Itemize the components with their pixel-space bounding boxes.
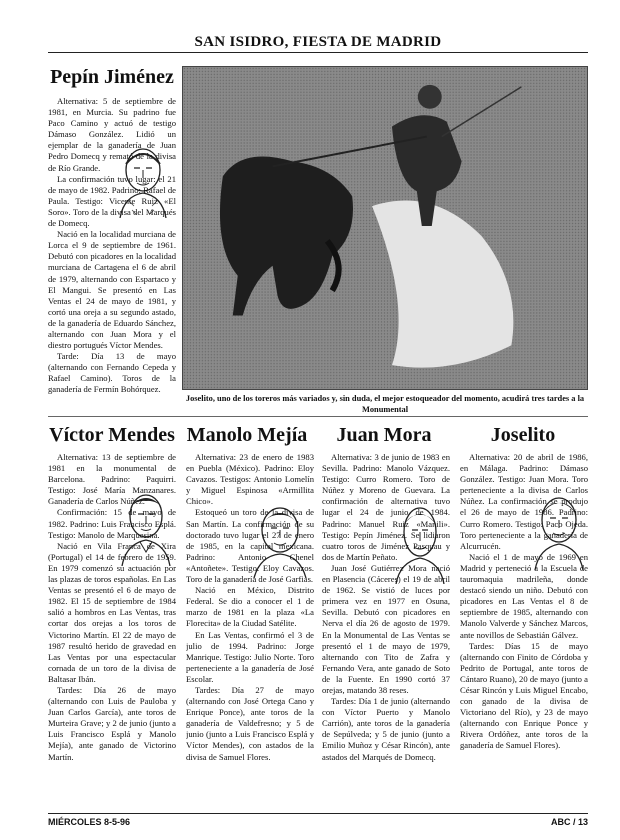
bio-paragraph: Nació el 1 de mayo de 1969 en Madrid y perteneció a la Escuela de tauromaquia madrileña, donde destacó siendo un niño. Debutó con picadores en Las Ventas el 8 de septiembre de 1985, alternando con Manolo Valverde y Sánchez Marcos, ante novillos de Sebastián Gálvez.	[460, 551, 588, 640]
section-title: SAN ISIDRO, FIESTA DE MADRID	[194, 34, 442, 50]
bio-text-juan-mora	[322, 452, 450, 810]
bio-text-joselito	[460, 452, 588, 810]
bio-paragraph: Tardes: Día 1 de junio (alternando con Víctor Puerto y Manolo Carrión), ante toros de la ganadería de Sepúlveda; y 5 de junio (junto a Emilio Muñoz y César Rincón), ante astados del Marqués de Domecq.	[322, 696, 450, 762]
footer-page-number: ABC / 13	[550, 817, 588, 827]
bio-name-joselito: Joselito	[490, 424, 556, 446]
bio-paragraph: Tardes: Días 15 de mayo (alternando con Finito de Córdoba y Pedrito de Portugal, ante toros de Cántaro Ruano), 20 de mayo (junto a César Rincón y Luis Miguel Encabo, con ganado de la divisa de Victoriano del Río), y 23 de mayo (alternando con Enrique Ponce y Rivera Ordóñez, ante toros de la ganadería de Samuel Flores).	[460, 640, 588, 751]
bio-paragraph: Nació en México, Distrito Federal. Se dio a conocer el 1 de marzo de 1981 en la plaza «La Florecita» de la Ciudad Satélite.	[186, 585, 314, 629]
bio-paragraph: Tardes: Día 26 de mayo (alternando con Luis de Pauloba y Juan Carlos García), ante toros de Murteira Grave; y 2 de junio (junto a Luis Francisco Esplá y Manolo Mejía), ante ganado de Victorino Martín.	[48, 684, 176, 762]
bio-paragraph: Alternativa: 23 de enero de 1983 en Puebla (México). Padrino: Eloy Cavazos. Testigos: Antonio Lomelín y Miguel Espinosa «Armillita Chico».	[186, 452, 314, 507]
bio-paragraph: Alternativa: 13 de septiembre de 1981 en la monumental de Barcelona. Padrino: Paquirri. Testigo: José María Manzanares. Ganadería de Carlos Núñez.	[48, 452, 176, 507]
bio-text-manolo-mejia	[186, 452, 314, 810]
bio-name-juan-mora: Juan Mora	[336, 424, 432, 446]
bio-name-pepin-jimenez: Pepín Jiménez	[50, 66, 174, 88]
bio-paragraph: Tarde: Día 13 de mayo (alternando con Fernando Cepeda y Rafael Camino). Toros de la ganadería de Fermín Bohórquez.	[48, 351, 176, 395]
bio-paragraph: Alternativa: 5 de septiembre de 1981, en Murcia. Su padrino fue Paco Camino y actuó de testigo Dámaso González. Lidió un ejemplar de la ganadería de Juan Pedro Domecq y remató de la divisa de Río Grande.	[48, 96, 176, 173]
divider	[48, 416, 588, 417]
photo-caption: Joselito, uno de los toreros más variados y, sin duda, el mejor estoqueador del momento, acudirá tres tardes a la Monumental	[185, 394, 585, 414]
bio-paragraph: Estoqueó un toro de la divisa de San Martín. La confirmación de su doctorado tuvo lugar el 27 de enero de 1985, en la capital mexicana. Padrino: Antonio Chenel «Antoñete». Testigo: Eloy Cavazos. Toro de la ganadería de José Garfias.	[186, 507, 314, 585]
bio-text-victor-mendes	[48, 452, 176, 810]
bio-paragraph: Nació en la localidad murciana de Lorca el 9 de septiembre de 1961. Debutó con picadores en la localidad murciana de Cartagena el 6 de abril de 1979, alternando con Espartaco y El Mangui. Se presentó en Las Ventas el 24 de mayo de 1981, y cortó una oreja a su segundo astado, de la ganadería de Eduardo Sánchez, alternando con Juan Mora y el diestro portugués Víctor Mendes.	[48, 229, 176, 351]
bio-name-victor-mendes: Víctor Mendes	[49, 424, 175, 446]
bio-paragraph: Alternativa: 20 de abril de 1986, en Málaga. Padrino: Dámaso González. Testigo: Juan Mora. Toro perteneciente a la divisa de Carlos Núñez. La confirmación se produjo el 26 de mayo de 1986. Padrino: Curro Romero. Testigo: Paco Ojeda. Toro perteneciente a la ganadería de Alcurrucén.	[460, 452, 588, 551]
section-header	[48, 28, 588, 53]
footer-rule	[48, 813, 588, 814]
footer-date: MIÉRCOLES 8-5-96	[48, 817, 131, 827]
bio-paragraph: Tardes: Día 27 de mayo (alternando con José Ortega Cano y Enrique Ponce), ante toros de la ganadería de Valdefresno; y 5 de junio (junto a Luis Francisco Esplá y Víctor Mendes), con astados de la divisa de Samuel Flores.	[186, 684, 314, 762]
bio-paragraph: Juan José Gutiérrez Mora nació en Plasencia (Cáceres) el 19 de abril de 1962. Se vistió de luces por primera vez en 1977 en Osuna, Sevilla. Debutó con picadores en Nerva el día 26 de agosto de 1979. En la Monumental de Las Ventas se presentó el 1 de mayo de 1979, alternando con Tito de Zafra y Fernando Vera, ante ganado de Soto de la Fuente. En 1990 cortó 37 orejas, matando 38 reses.	[322, 562, 450, 695]
bio-name-manolo-mejia: Manolo Mejía	[186, 424, 308, 446]
bio-paragraph: En Las Ventas, confirmó el 3 de julio de 1994. Padrino: Jorge Manrique. Testigo: Julio Norte. Toro perteneciente a la ganadería de José Escolar.	[186, 629, 314, 684]
bullfight-photo	[182, 66, 588, 390]
bio-paragraph: Confirmación: 15 de mayo de 1982. Padrino: Luis Francisco Esplá. Testigo: Manolo de Marquesina.	[48, 507, 176, 540]
bio-paragraph: La confirmación tuvo lugar: el 21 de mayo de 1982. Padrino: Rafael de Paula. Testigo: Vicente Ruiz «El Soro». Toro de la divisa del Marqués de Domecq.	[48, 173, 176, 229]
bio-paragraph: Alternativa: 3 de junio de 1983 en Sevilla. Padrino: Manolo Vázquez. Testigo: Curro Romero. Toro de Núñez y Moreno de Guevara. La confirmación de alternativa tuvo lugar el 24 de junio de 1984. Padrino: Manuel Ruiz «Manili». Testigo: Pepín Jiménez. Se lidiaron cuatro toros de Jiménez Pasquau y dos de Martín Peñato.	[322, 452, 450, 562]
bio-text-pepin-jimenez	[48, 96, 176, 408]
bio-paragraph: Nació en Vila Franca de Xira (Portugal) el 14 de febrero de 1959. En 1979 comenzó su actuación por las plazas de toros españolas. En Las Ventas se presentó el 6 de mayo de 1982. El 15 de septiembre de 1984 salió a hombros en Las Ventas, tras cortar dos orejas a los toros de Victorino Martín. El 22 de mayo de 1987 resultó herido de gravedad en Las Ventas por una espectacular cornada de un toro de la divisa de Baltasar Ibán.	[48, 540, 176, 684]
